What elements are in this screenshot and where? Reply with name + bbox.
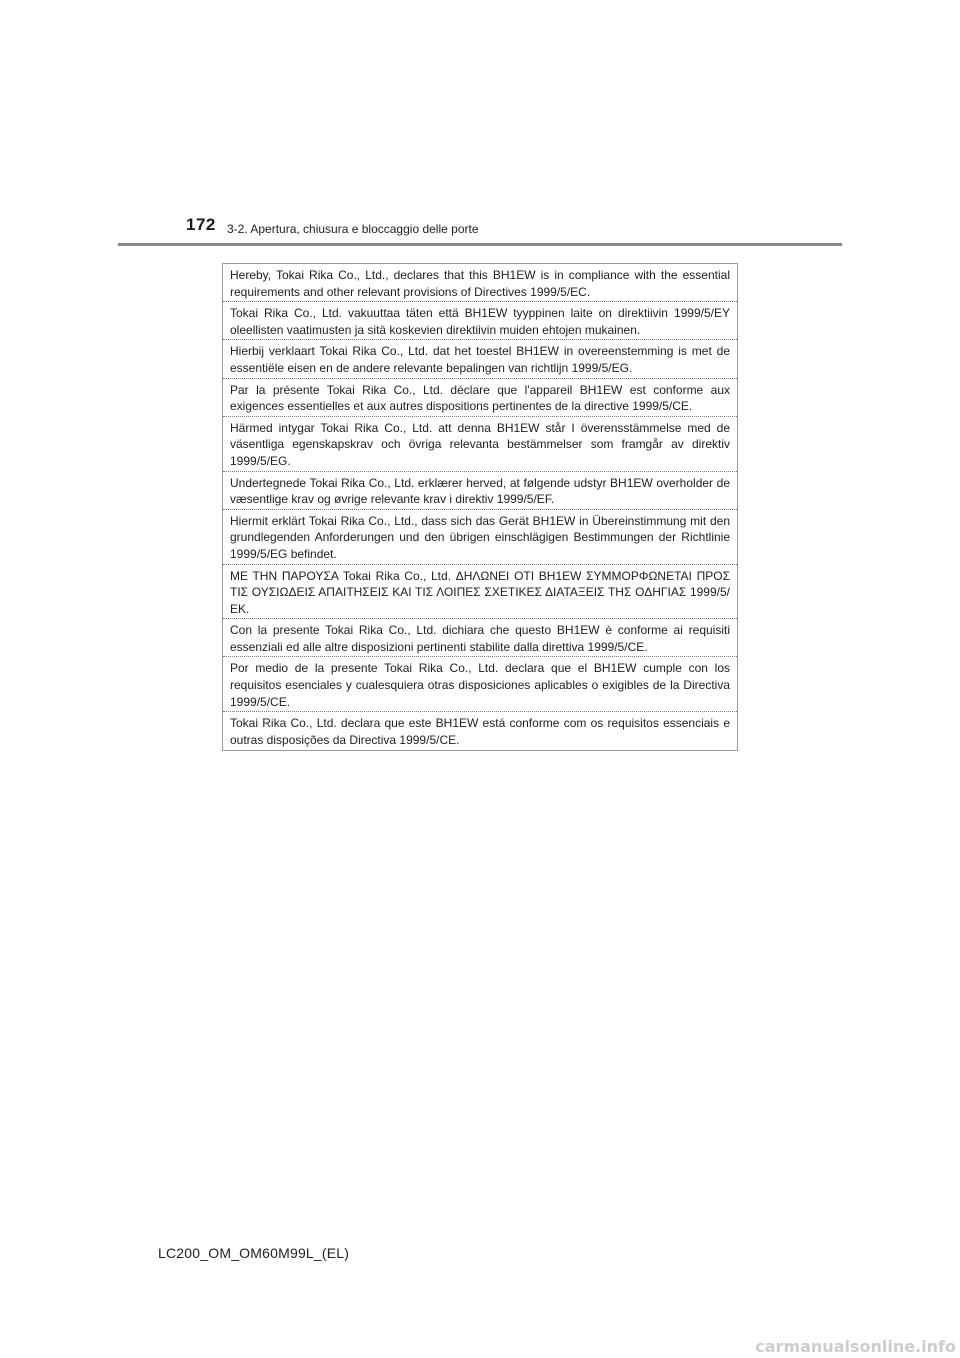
- declaration-swedish: Härmed intygar Tokai Rika Co., Ltd. att denna BH1EW står I överensstämmelse med de väsentliga egenskapskrav och övriga relevanta bestämmelser som framgår av direktiv 1999/5/EG.: [223, 417, 737, 472]
- declaration-dutch: Hierbij verklaart Tokai Rika Co., Ltd. dat het toestel BH1EW in overeenstemming is met de essentiële eisen en de andere relevante bepalingen van richtlijn 1999/5/EG.: [223, 340, 737, 378]
- declaration-english: Hereby, Tokai Rika Co., Ltd., declares that this BH1EW is in compliance with the essential requirements and other relevant provisions of Directives 1999/5/EC.: [223, 264, 737, 302]
- declaration-finnish: Tokai Rika Co., Ltd. vakuuttaa täten että BH1EW tyyppinen laite on direktiivin 1999/5/EY oleellisten vaatimusten ja sitä koskevien direktiivin muiden ehtojen mukainen.: [223, 302, 737, 340]
- declaration-portuguese: Tokai Rika Co., Ltd. declara que este BH1EW está conforme com os requisitos essenciais e outras disposições da Directiva 1999/5/CE.: [230, 716, 730, 747]
- declaration-french: Par la présente Tokai Rika Co., Ltd. déclare que l'appareil BH1EW est conforme aux exigences essentielles et aux autres dispositions pertinentes de la directive 1999/5/CE.: [223, 379, 737, 417]
- declaration-table: [222, 263, 738, 751]
- watermark: carmanualsonline.info: [755, 1337, 956, 1356]
- declaration-italian: Con la presente Tokai Rika Co., Ltd. dichiara che questo BH1EW è conforme ai requisiti essenziali ed alle altre disposizioni pertinenti stabilite dalla direttiva 1999/5/CE.: [223, 619, 737, 657]
- footer-document-code: LC200_OM_OM60M99L_(EL): [158, 1245, 350, 1261]
- declaration-german: Hiermit erklärt Tokai Rika Co., Ltd., dass sich das Gerät BH1EW in Übereinstimmung mit den grundlegenden Anforderungen und den übrigen einschlägigen Bestimmungen der Richtlinie 1999/5/EG befindet.: [223, 510, 737, 565]
- declaration-spanish: Por medio de la presente Tokai Rika Co., Ltd. declara que el BH1EW cumple con los requisitos esenciales y cualesquiera otras disposiciones aplicables o exigibles de la Directiva 1999/5/CE.: [223, 657, 737, 712]
- section-title: 3-2. Apertura, chiusura e bloccaggio delle porte: [227, 222, 479, 236]
- header-divider: [118, 243, 842, 246]
- declaration-greek: ΜΕ ΤΗΝ ΠΑΡΟΥΣΑ Tokai Rika Co., Ltd. ΔΗΛΩΝΕΙ ΟΤΙ BH1EW ΣΥΜΜΟΡΦΩΝΕΤΑΙ ΠΡΟΣ ΤΙΣ ΟΥΣΙΩΔΕΙΣ ΑΠΑΙΤΗΣΕΙΣ ΚΑΙ ΤΙΣ ΛΟΙΠΕΣ ΣΧΕΤΙΚΕΣ ΔΙΑΤΑΞΕΙΣ ΤΗΣ ΟΔΗΓΙΑΣ 1999/5/ΕΚ.: [223, 565, 737, 620]
- declaration-danish: Undertegnede Tokai Rika Co., Ltd. erklærer herved, at følgende udstyr BH1EW overholder de væsentlige krav og øvrige relevante krav i direktiv 1999/5/EF.: [223, 472, 737, 510]
- page-number: 172: [186, 215, 216, 234]
